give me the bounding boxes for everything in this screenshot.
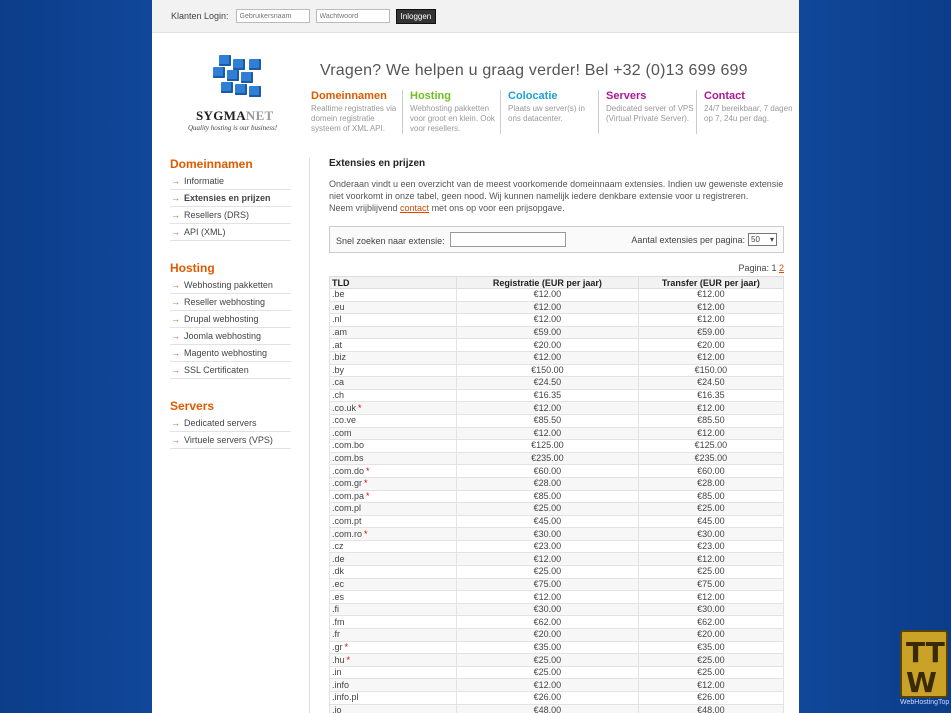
registration-price-cell: €12.00 (457, 591, 639, 604)
sidebar-heading: Hosting (170, 261, 215, 275)
nav-servers[interactable] (598, 90, 696, 134)
registration-price-cell: €20.00 (457, 339, 639, 352)
sidebar-item-label: API (XML) (184, 227, 226, 237)
watermark-logo: TT W WebHostingTop (900, 630, 948, 710)
tld-cell: .hu * (330, 654, 457, 667)
table-row (330, 452, 784, 465)
tld-cell: .am (330, 326, 457, 339)
tld-cell: .fm (330, 616, 457, 629)
table-row (330, 566, 784, 579)
nav-desc: Realtime registraties via domein registratie systeem of XML API. (311, 104, 397, 133)
tld-cell: .ch (330, 389, 457, 402)
arrow-right-icon: → (171, 365, 180, 375)
registration-price-cell: €235.00 (457, 452, 639, 465)
sidebar-item-label: Reseller webhosting (184, 297, 266, 307)
tld-cell: .info (330, 679, 457, 692)
search-box (329, 226, 784, 253)
table-row (330, 603, 784, 616)
sidebar-heading: Servers (170, 399, 215, 413)
table-row (330, 666, 784, 679)
tld-cell: .co.ve (330, 414, 457, 427)
pager-label: Pagina: 1 (738, 263, 777, 273)
asterisk-icon: * (364, 478, 368, 489)
transfer-price-cell: €16.35 (638, 389, 783, 402)
sidebar-item[interactable] (170, 190, 291, 207)
sidebar-item-label: SSL Certificaten (184, 365, 249, 375)
chevron-down-icon: ▾ (769, 235, 774, 244)
table-row (330, 578, 784, 591)
arrow-right-icon: → (171, 331, 180, 341)
transfer-price-cell: €125.00 (638, 440, 783, 453)
tld-cell: .ca (330, 377, 457, 390)
transfer-price-cell: €28.00 (638, 477, 783, 490)
tld-cell: .dk (330, 566, 457, 579)
tld-cell: .eu (330, 301, 457, 314)
arrow-right-icon: → (171, 348, 180, 358)
table-row (330, 616, 784, 629)
login-button[interactable]: Inloggen (396, 9, 437, 24)
sidebar (170, 157, 291, 469)
table-row (330, 440, 784, 453)
table-row (330, 629, 784, 642)
sidebar-section (170, 157, 291, 241)
transfer-price-cell: €23.00 (638, 540, 783, 553)
col-tld: TLD (330, 277, 457, 289)
tld-cell: .io (330, 704, 457, 713)
transfer-price-cell: €12.00 (638, 351, 783, 364)
tld-cell: .in (330, 666, 457, 679)
sidebar-item[interactable] (170, 224, 291, 241)
nav-desc: Plaats uw server(s) in ons datacenter. (508, 104, 585, 123)
table-row (330, 351, 784, 364)
transfer-price-cell: €12.00 (638, 289, 783, 302)
registration-price-cell: €85.00 (457, 490, 639, 503)
registration-price-cell: €25.00 (457, 654, 639, 667)
table-row (330, 377, 784, 390)
nav-title[interactable]: Contact (704, 90, 745, 102)
registration-price-cell: €12.00 (457, 314, 639, 327)
table-row (330, 326, 784, 339)
registration-price-cell: €12.00 (457, 351, 639, 364)
sidebar-item[interactable] (170, 173, 291, 190)
transfer-price-cell: €30.00 (638, 528, 783, 541)
logo-name: SYGMANET (196, 108, 274, 123)
password-input[interactable] (316, 9, 390, 23)
page-2-link[interactable]: 2 (778, 263, 784, 273)
tld-cell: .co.uk * (330, 402, 457, 415)
table-row (330, 289, 784, 302)
sidebar-item[interactable] (170, 328, 291, 345)
arrow-right-icon: → (171, 227, 180, 237)
registration-price-cell: €28.00 (457, 477, 639, 490)
sidebar-item-label: Dedicated servers (184, 418, 257, 428)
tld-cell: .gr * (330, 641, 457, 654)
table-row (330, 477, 784, 490)
transfer-price-cell: €24.50 (638, 377, 783, 390)
sidebar-item-label: Joomla webhosting (184, 331, 262, 341)
sidebar-item[interactable] (170, 362, 291, 379)
tld-cell: .com.bs (330, 452, 457, 465)
table-row (330, 314, 784, 327)
transfer-price-cell: €20.00 (638, 629, 783, 642)
table-row (330, 490, 784, 503)
registration-price-cell: €30.00 (457, 528, 639, 541)
registration-price-cell: €35.00 (457, 641, 639, 654)
tld-cell: .fr (330, 629, 457, 642)
transfer-price-cell: €20.00 (638, 339, 783, 352)
header-slogan: Vragen? We helpen u graag verder! Bel +32 (0)13 699 699 (320, 62, 748, 79)
tld-cell: .by (330, 364, 457, 377)
sidebar-item-label: Magento webhosting (184, 348, 268, 358)
search-label: Snel zoeken naar extensie: (336, 236, 445, 246)
tld-cell: .com.bo (330, 440, 457, 453)
transfer-price-cell: €59.00 (638, 326, 783, 339)
nav-title[interactable]: Colocatie (508, 90, 558, 102)
table-row (330, 692, 784, 705)
pagination (329, 263, 784, 274)
table-row (330, 591, 784, 604)
per-page-label: Aantal extensies per pagina: (631, 234, 745, 245)
sidebar-item-label: Extensies en prijzen (184, 193, 271, 203)
sidebar-section (170, 399, 291, 449)
transfer-price-cell: €26.00 (638, 692, 783, 705)
intro-text: Onderaan vindt u een overzicht van de meest voorkomende domeinnaam extensies. Indien uw gewenste extensie niet voorkomt in onze tabel, geen nood. Wij kunnen namelijk iedere denkbare extensie voor u registreren. Neem vrijblijvend contact met ons op voor een prijsopgave. (329, 179, 784, 213)
registration-price-cell: €12.00 (457, 553, 639, 566)
transfer-price-cell: €30.00 (638, 603, 783, 616)
tld-cell: .fi (330, 603, 457, 616)
transfer-price-cell: €12.00 (638, 314, 783, 327)
arrow-right-icon: → (171, 176, 180, 186)
sidebar-item-label: Webhosting pakketten (184, 280, 273, 290)
transfer-price-cell: €12.00 (638, 427, 783, 440)
registration-price-cell: €24.50 (457, 377, 639, 390)
watermark-caption: WebHostingTop (900, 699, 950, 706)
contact-link[interactable]: contact (400, 203, 430, 213)
table-row (330, 641, 784, 654)
transfer-price-cell: €85.50 (638, 414, 783, 427)
nav-title[interactable]: Domeinnamen (311, 90, 387, 102)
header (152, 33, 799, 153)
asterisk-icon: * (366, 465, 370, 476)
sidebar-item[interactable] (170, 277, 291, 294)
transfer-price-cell: €235.00 (638, 452, 783, 465)
registration-price-cell: €12.00 (457, 679, 639, 692)
page-title: Extensies en prijzen (329, 158, 426, 169)
tld-cell: .com (330, 427, 457, 440)
transfer-price-cell: €12.00 (638, 553, 783, 566)
asterisk-icon: * (346, 654, 351, 665)
transfer-price-cell: €60.00 (638, 465, 783, 478)
nav-title[interactable]: Servers (606, 90, 647, 102)
table-row (330, 553, 784, 566)
nav-title[interactable]: Hosting (410, 90, 451, 102)
transfer-price-cell: €85.00 (638, 490, 783, 503)
username-input[interactable] (236, 9, 310, 23)
tld-cell: .be (330, 289, 457, 302)
sidebar-item-label: Virtuele servers (VPS) (184, 435, 273, 445)
nav-desc: 24/7 bereikbaar, 7 dagen op 7, 24u per dag. (704, 104, 793, 123)
arrow-right-icon: → (171, 297, 180, 307)
registration-price-cell: €25.00 (457, 666, 639, 679)
sidebar-item-label: Informatie (184, 176, 225, 186)
tld-cell: .com.pl (330, 503, 457, 516)
sidebar-item-label: Resellers (DRS) (184, 210, 250, 220)
tld-cell: .com.pt (330, 515, 457, 528)
transfer-price-cell: €12.00 (638, 679, 783, 692)
nav-hosting[interactable] (402, 90, 500, 134)
registration-price-cell: €62.00 (457, 616, 639, 629)
table-row (330, 389, 784, 402)
transfer-price-cell: €12.00 (638, 591, 783, 604)
transfer-price-cell: €48.00 (638, 704, 783, 713)
registration-price-cell: €12.00 (457, 289, 639, 302)
asterisk-icon: * (344, 641, 349, 652)
tld-cell: .at (330, 339, 457, 352)
column-divider (309, 158, 310, 713)
tld-cell: .com.pa * (330, 490, 457, 503)
transfer-price-cell: €45.00 (638, 515, 783, 528)
transfer-price-cell: €150.00 (638, 364, 783, 377)
tld-cell: .com.do * (330, 465, 457, 478)
registration-price-cell: €125.00 (457, 440, 639, 453)
registration-price-cell: €48.00 (457, 704, 639, 713)
extensions-table (329, 276, 784, 713)
sidebar-heading: Domeinnamen (170, 157, 253, 171)
registration-price-cell: €30.00 (457, 603, 639, 616)
tld-cell: .com.gr * (330, 477, 457, 490)
sidebar-item-label: Drupal webhosting (184, 314, 259, 324)
tld-cell: .com.ro * (330, 528, 457, 541)
transfer-price-cell: €25.00 (638, 654, 783, 667)
transfer-price-cell: €12.00 (638, 402, 783, 415)
tld-cell: .de (330, 553, 457, 566)
arrow-right-icon: → (171, 314, 180, 324)
transfer-price-cell: €75.00 (638, 578, 783, 591)
main-nav (304, 90, 794, 134)
sidebar-item[interactable] (170, 311, 291, 328)
asterisk-icon: * (366, 490, 370, 501)
transfer-price-cell: €35.00 (638, 641, 783, 654)
sidebar-item[interactable] (170, 207, 291, 224)
sidebar-item[interactable] (170, 345, 291, 362)
nav-desc: Webhosting pakketten voor groot en klein. Ook voor resellers. (410, 104, 495, 133)
transfer-price-cell: €25.00 (638, 666, 783, 679)
table-row (330, 364, 784, 377)
transfer-price-cell: €25.00 (638, 503, 783, 516)
login-bar (152, 0, 799, 33)
sidebar-item[interactable] (170, 432, 291, 449)
registration-price-cell: €75.00 (457, 578, 639, 591)
table-header-row (330, 277, 784, 289)
table-row (330, 654, 784, 667)
login-label: Klanten Login: (171, 11, 229, 21)
col-transfer: Transfer (EUR per jaar) (638, 277, 783, 289)
sidebar-item[interactable] (170, 415, 291, 432)
arrow-right-icon: → (171, 418, 180, 428)
registration-price-cell: €45.00 (457, 515, 639, 528)
nav-domeinnamen[interactable] (304, 90, 402, 134)
registration-price-cell: €25.00 (457, 566, 639, 579)
nav-colocatie[interactable] (500, 90, 598, 134)
tld-cell: .info.pl (330, 692, 457, 705)
tld-cell: .nl (330, 314, 457, 327)
table-row (330, 427, 784, 440)
registration-price-cell: €25.00 (457, 503, 639, 516)
tld-cell: .cz (330, 540, 457, 553)
asterisk-icon: * (358, 402, 362, 413)
table-row (330, 704, 784, 713)
table-row (330, 402, 784, 415)
registration-price-cell: €59.00 (457, 326, 639, 339)
sidebar-section (170, 261, 291, 379)
registration-price-cell: €20.00 (457, 629, 639, 642)
arrow-right-icon: → (171, 435, 180, 445)
transfer-price-cell: €25.00 (638, 566, 783, 579)
registration-price-cell: €85.50 (457, 414, 639, 427)
logo-cubes-icon (213, 55, 269, 107)
tld-cell: .ec (330, 578, 457, 591)
table-row (330, 540, 784, 553)
registration-price-cell: €12.00 (457, 301, 639, 314)
per-page-select[interactable]: 50 ▾ (748, 233, 777, 246)
table-row (330, 339, 784, 352)
arrow-right-icon: → (171, 193, 180, 203)
table-row (330, 465, 784, 478)
col-registration: Registratie (EUR per jaar) (457, 277, 639, 289)
table-row (330, 503, 784, 516)
arrow-right-icon: → (171, 210, 180, 220)
asterisk-icon: * (364, 528, 368, 539)
registration-price-cell: €12.00 (457, 402, 639, 415)
arrow-right-icon: → (171, 280, 180, 290)
registration-price-cell: €16.35 (457, 389, 639, 402)
registration-price-cell: €23.00 (457, 540, 639, 553)
nav-desc: Dedicated server of VPS (Virtual Private Server). (606, 104, 694, 123)
registration-price-cell: €60.00 (457, 465, 639, 478)
table-row (330, 515, 784, 528)
table-row (330, 301, 784, 314)
main-content (329, 158, 784, 713)
table-row (330, 528, 784, 541)
transfer-price-cell: €12.00 (638, 301, 783, 314)
tld-cell: .es (330, 591, 457, 604)
logo-tagline: Quality hosting is our business! (188, 124, 278, 132)
logo[interactable] (186, 53, 290, 133)
nav-contact[interactable] (696, 90, 794, 134)
registration-price-cell: €26.00 (457, 692, 639, 705)
transfer-price-cell: €62.00 (638, 616, 783, 629)
registration-price-cell: €150.00 (457, 364, 639, 377)
table-row (330, 414, 784, 427)
extension-search-input[interactable] (450, 232, 566, 247)
table-row (330, 679, 784, 692)
tld-cell: .biz (330, 351, 457, 364)
sidebar-item[interactable] (170, 294, 291, 311)
registration-price-cell: €12.00 (457, 427, 639, 440)
page (152, 0, 799, 713)
